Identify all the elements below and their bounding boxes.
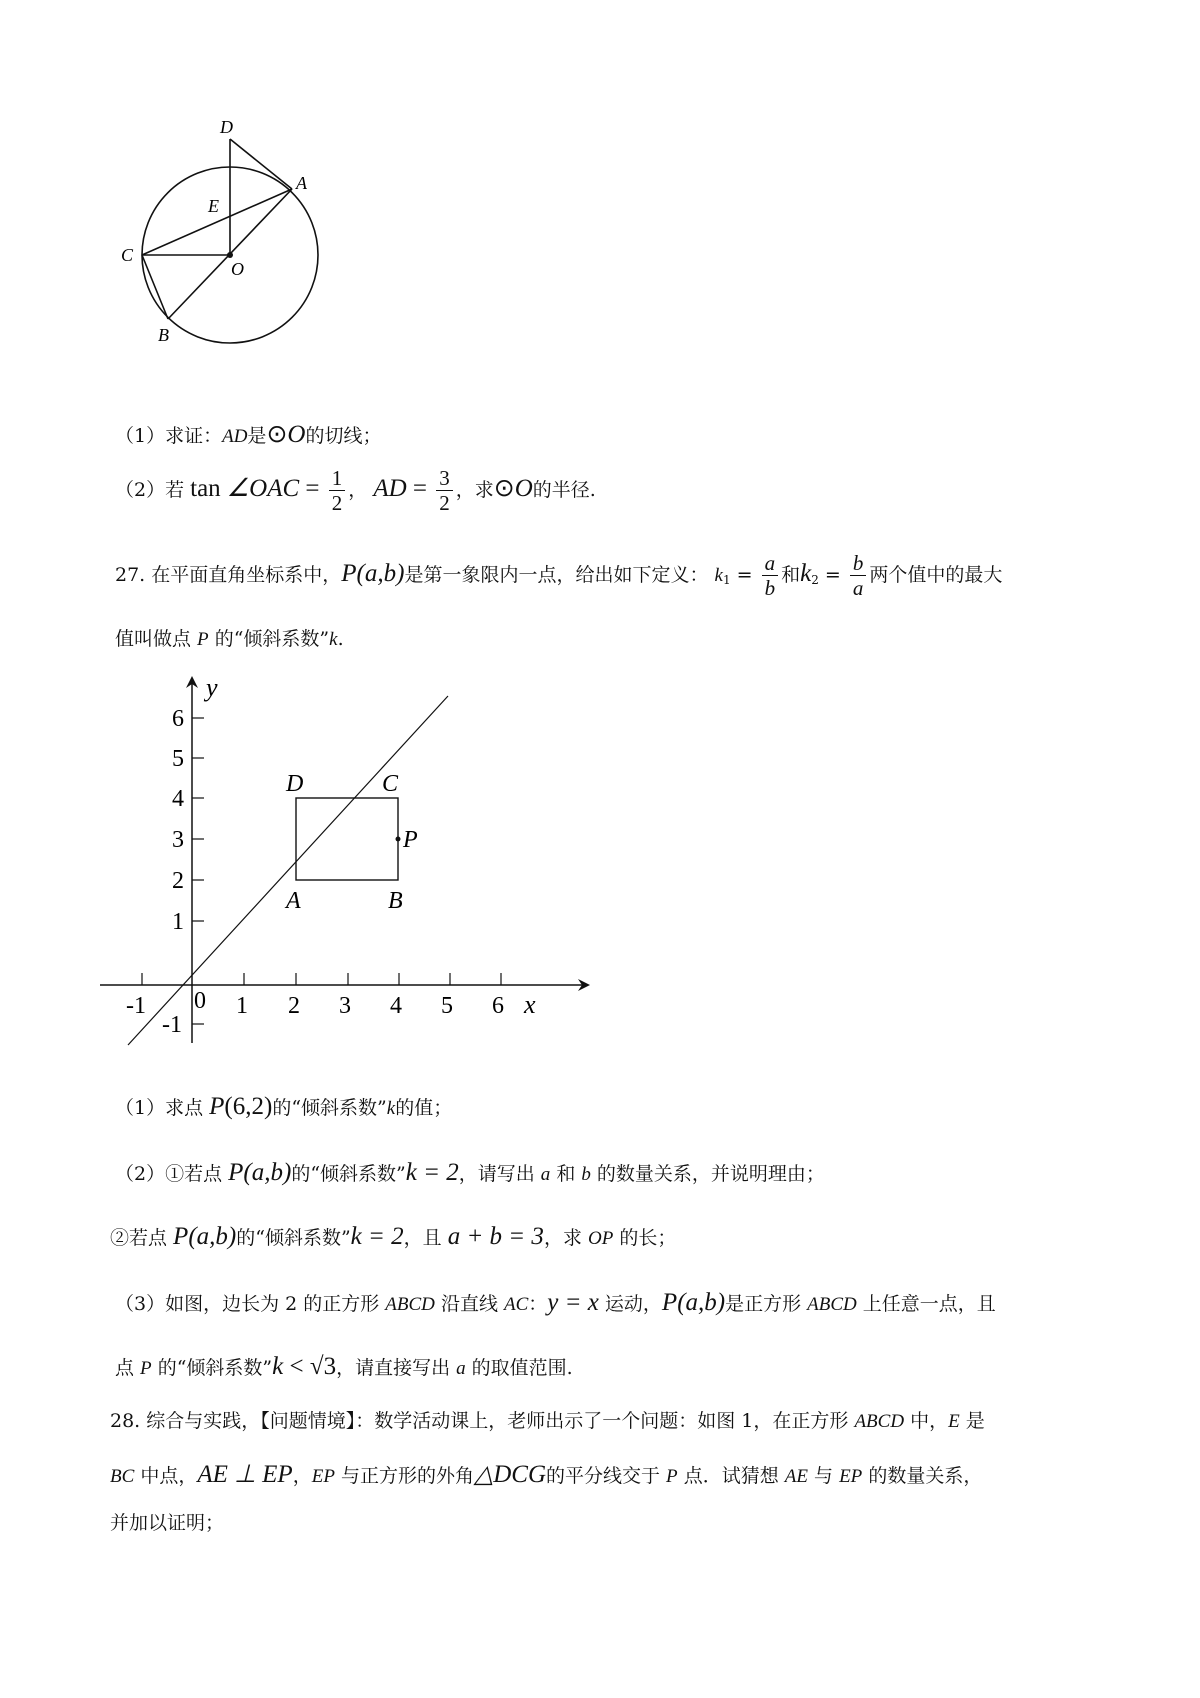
y-tick-label: 1	[172, 909, 184, 935]
q27-line1: 27. 在平面直角坐标系中，P(a,b)是第一象限内一点，给出如下定义： $k_1$ = $\frac{a}{b}$ 和$k_2$ = $\frac{b}{a}$ 两个值中的最大	[115, 551, 1003, 601]
q26-part2: （2）若 tan ∠OAC = $\frac{1}{2}$ ， AD = $\frac{3}{2}$ ，求⊙O的半径.	[115, 466, 596, 516]
point-p	[396, 837, 401, 842]
q27-part2b: ②若点 P(a,b)的“倾斜系数”k = 2，且 a + b = 3，求 OP 的长；	[110, 1223, 677, 1250]
x-axis-label: x	[524, 990, 536, 1019]
x-tick-label: 6	[492, 993, 504, 1019]
q28-line1: 28. 综合与实践，【问题情境】：数学活动课上，老师出示了一个问题：如图 1，在正方形 ABCD 中，E 是	[110, 1410, 985, 1432]
label-d: D	[220, 117, 233, 137]
fraction-three-halves: $\frac{3}{2}$	[436, 467, 453, 515]
label-c: C	[121, 245, 134, 265]
y-tick-label: 6	[172, 706, 184, 732]
q26-part1: （1）求证：AD是⊙O的切线；	[115, 421, 382, 448]
y-tick-label: 5	[172, 746, 184, 772]
y-tick-label: -1	[162, 1012, 182, 1038]
fraction-one-half: $\frac{1}{2}$	[329, 467, 346, 515]
x-tick-marks	[142, 973, 501, 985]
x-tick-label: 5	[441, 993, 453, 1019]
label-o: O	[231, 259, 244, 279]
x-tick-label: 2	[288, 993, 300, 1019]
center-dot	[227, 252, 233, 258]
q27-part3a: （3）如图，边长为 2 的正方形 ABCD 沿直线 AC：y = x 运动，P(a,b)是正方形 ABCD 上任意一点，且	[115, 1289, 996, 1316]
q27-line2: 值叫做点 P 的“倾斜系数”k.	[115, 628, 344, 650]
segment-cb	[142, 255, 168, 319]
segment-da	[230, 139, 292, 189]
q27-part1: （1）求点 P(6,2)的“倾斜系数”k的值；	[115, 1093, 453, 1120]
y-tick-marks	[192, 718, 204, 1024]
y-tick-label: 2	[172, 868, 184, 894]
q28-line3: 并加以证明；	[110, 1512, 225, 1534]
y-axis-label: y	[206, 673, 218, 702]
x-tick-label: 4	[390, 993, 402, 1019]
x-tick-label: 0	[194, 988, 206, 1014]
x-tick-label: -1	[126, 993, 146, 1019]
fraction-a-over-b: $\frac{a}{b}$	[762, 552, 779, 600]
label-b: B	[388, 888, 403, 914]
label-a: A	[296, 173, 307, 193]
circle-figure	[121, 115, 360, 385]
x-tick-label: 1	[236, 993, 248, 1019]
label-e: E	[208, 196, 219, 216]
label-c: C	[382, 771, 399, 797]
label-p: P	[403, 827, 418, 853]
label-d: D	[286, 771, 304, 797]
y-tick-label: 3	[172, 827, 184, 853]
label-a: A	[286, 888, 301, 914]
fraction-b-over-a: $\frac{b}{a}$	[850, 552, 867, 600]
q27-part2a: （2）①若点 P(a,b)的“倾斜系数”k = 2，请写出 a 和 b 的数量关系，并说明理由；	[115, 1159, 825, 1186]
q27-part3b: 点 P 的“倾斜系数”k < √3，请直接写出 a 的取值范围.	[115, 1353, 573, 1380]
label-b: B	[158, 325, 169, 345]
x-tick-label: 3	[339, 993, 351, 1019]
coordinate-figure	[100, 668, 600, 1068]
y-tick-label: 4	[172, 786, 184, 812]
square-abcd	[296, 798, 398, 880]
q28-line2: BC 中点，AE ⊥ EP，EP 与正方形的外角△DCG的平分线交于 P 点．试猜想 AE 与 EP 的数量关系，	[110, 1461, 983, 1488]
